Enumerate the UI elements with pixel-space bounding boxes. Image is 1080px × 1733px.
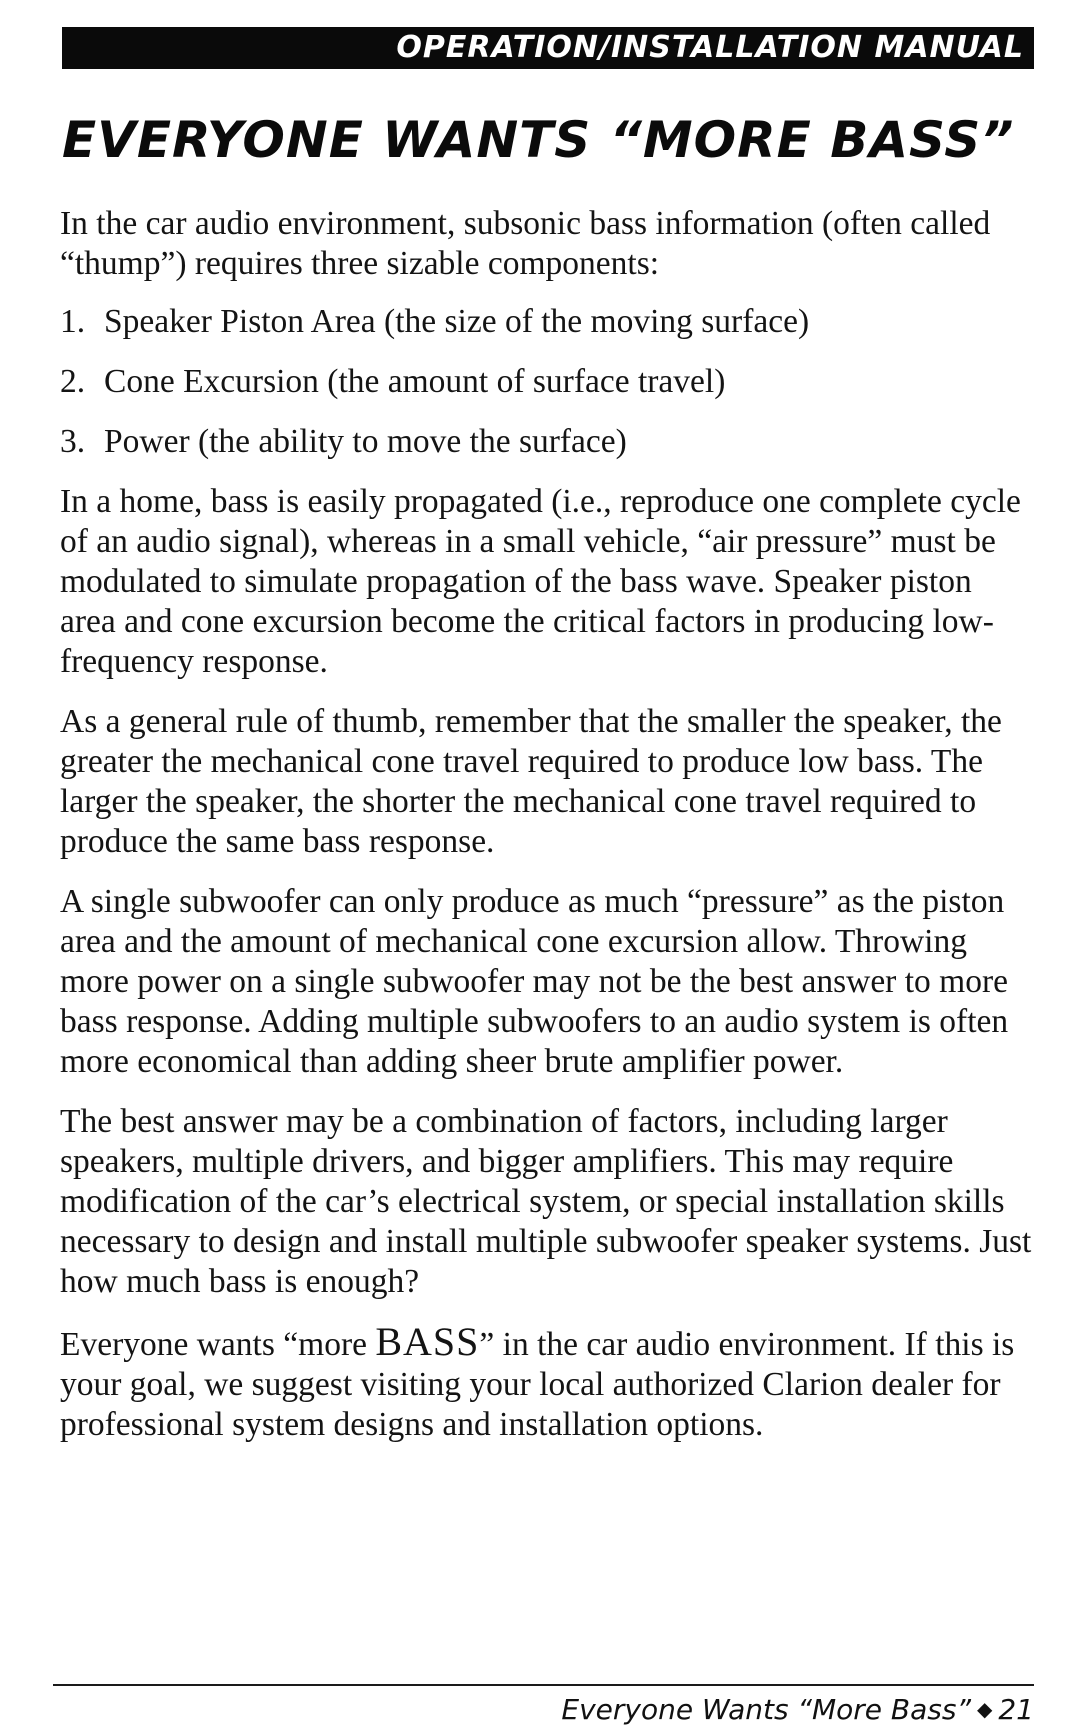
header-bar bbox=[62, 27, 1034, 69]
list-number: 2. bbox=[60, 363, 86, 400]
component-item-cone-excursion bbox=[60, 362, 1035, 402]
component-item-piston-area bbox=[60, 302, 1035, 342]
closing-before: Everyone wants “more bbox=[60, 1326, 376, 1363]
diamond-icon: ◆ bbox=[976, 1697, 993, 1721]
page-title: EVERYONE WANTS “MORE BASS” bbox=[62, 111, 1015, 169]
paragraph-single-subwoofer: A single subwoofer can only produce as much “pressure” as the piston area and the amount of mechanical cone excursion allow. Throwing more power on a single subwoofer may not be the best answer to more bass response. Adding multiple subwoofers to an audio system is often more economical than adding sheer brute amplifier power. bbox=[60, 883, 1009, 1080]
component-item-power bbox=[60, 422, 1035, 462]
paragraph-rule-of-thumb: As a general rule of thumb, remember that the smaller the speaker, the greater the mechanical cone travel required to produce low bass. The larger the speaker, the shorter the mechanical cone travel required to produce the same bass response. bbox=[60, 703, 1002, 860]
intro-paragraph: In the car audio environment, subsonic bass information (often called “thump”) requires three sizable components: bbox=[60, 205, 991, 282]
paragraph-home-vs-vehicle: In a home, bass is easily propagated (i.e., reproduce one complete cycle of an audio signal), whereas in a small vehicle, “air pressure” must be modulated to simulate propagation of the bass wave. Speaker piston area and cone excursion become the critical factors in producing low-frequency response. bbox=[60, 483, 1021, 680]
paragraph-best-answer: The best answer may be a combination of factors, including larger speakers, multiple drivers, and bigger amplifiers. This may require modification of the car’s electrical system, or special installation skills necessary to design and install multiple subwoofer speaker systems. Just how much bass is enough? bbox=[60, 1103, 1032, 1300]
manual-header-title: OPERATION/INSTALLATION MANUAL bbox=[396, 30, 1024, 65]
list-number: 1. bbox=[60, 303, 86, 340]
footer-divider bbox=[53, 1684, 1034, 1686]
list-text: Power (the ability to move the surface) bbox=[104, 423, 627, 460]
list-text: Cone Excursion (the amount of surface travel) bbox=[104, 363, 726, 400]
closing-bass-emphasis: BASS bbox=[375, 1319, 480, 1364]
list-text: Speaker Piston Area (the size of the moving surface) bbox=[104, 303, 810, 340]
page-footer bbox=[561, 1692, 1034, 1727]
body-text bbox=[60, 204, 1035, 1465]
footer-section-title: Everyone Wants “More Bass” bbox=[561, 1693, 971, 1726]
closing-after: ” in the car audio environment. If this is your goal, we suggest visiting your local authorized Clarion dealer for professional system designs and installation options. bbox=[60, 1326, 1015, 1443]
paragraph-closing bbox=[60, 1319, 1035, 1445]
page-number: 21 bbox=[998, 1693, 1034, 1726]
list-number: 3. bbox=[60, 423, 86, 460]
